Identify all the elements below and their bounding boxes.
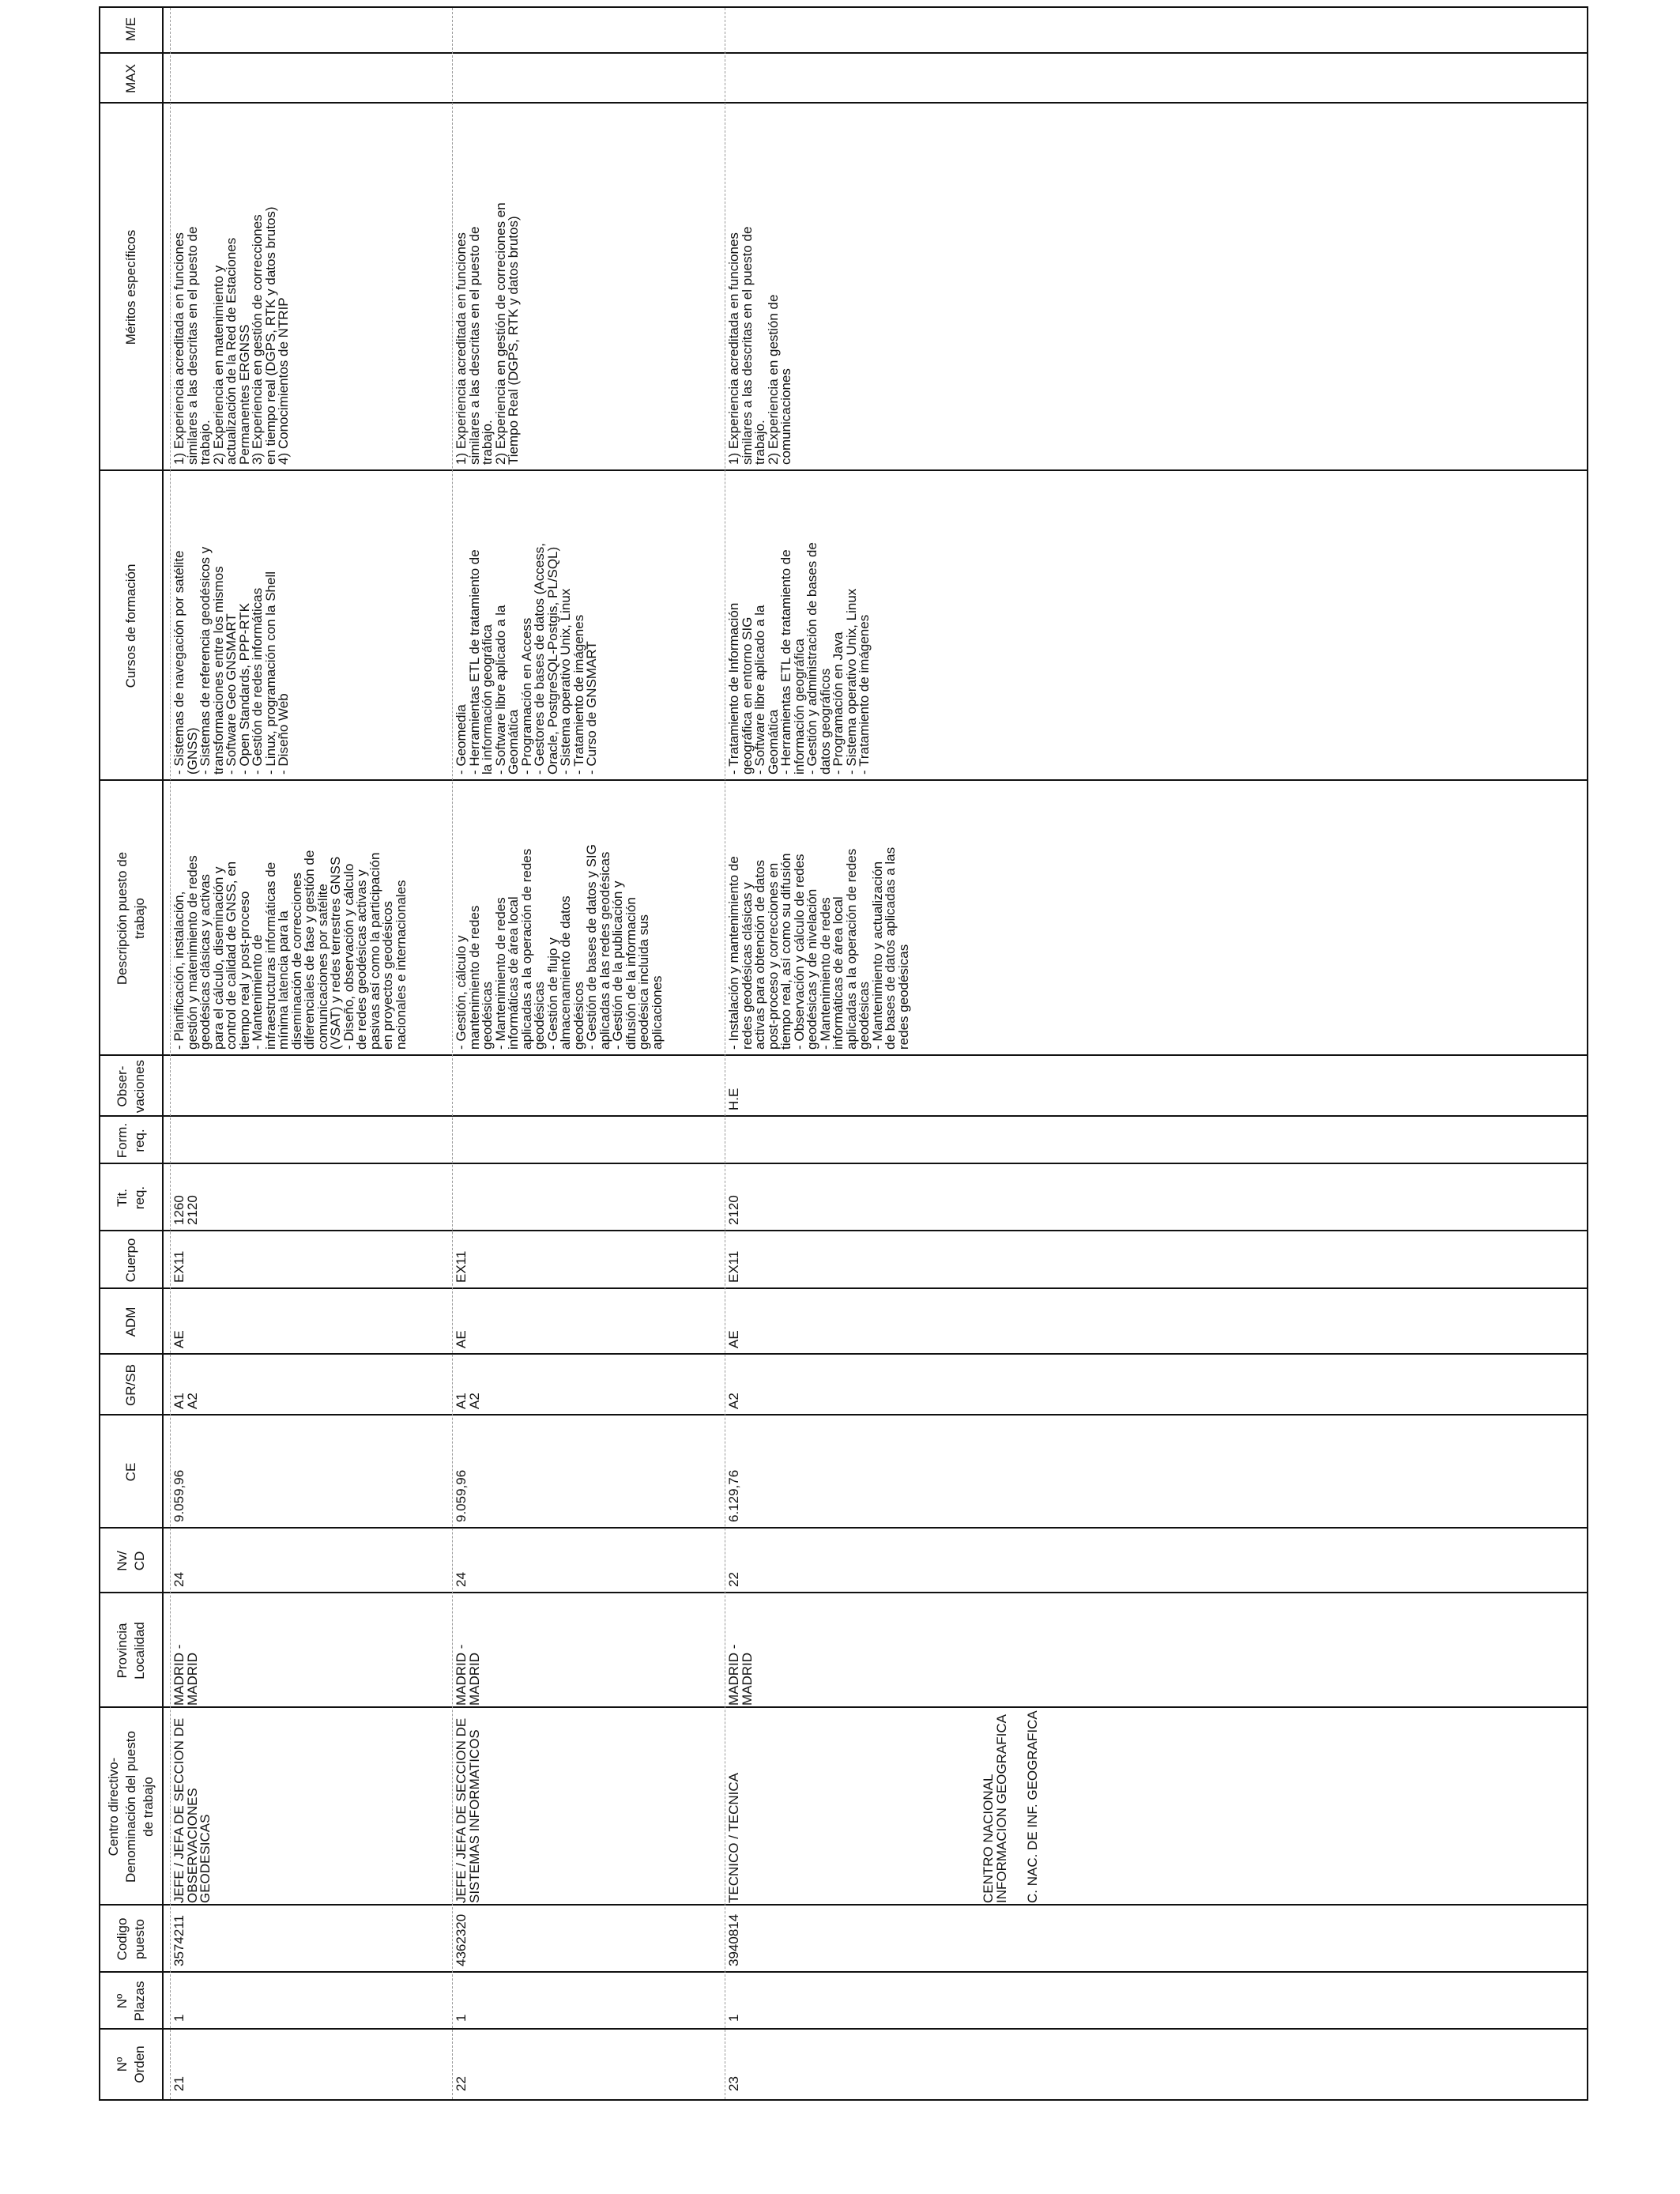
cell-descripcion: - Planificación, instalación, gestión y matenimiento de redes geodésicas clásicas y activas para el cálculo, diseminación y control de calidad de GNSS, en tiempo real y post-proceso - Mantenimiento de infraestructuras informáticas de mínima latencia para la diseminación de correcciones diferenciales de fase y gestión de comunicaciones por satélite (VSAT) y redes terrestres GNSS - Diseño, observación y cálculo de redes geodésicas activas y pasivas así como la participación en proyectos geodésicos nacionales e internacionales: [171, 850, 409, 1050]
header-cursos: Cursos de formación: [123, 564, 138, 688]
cell-adm: AE: [454, 1330, 469, 1348]
cell-me: [170, 5, 452, 54]
cell-observaciones: [170, 1056, 452, 1117]
header-titulacion: Tit. req.: [115, 1186, 147, 1210]
header-descripcion: Descripción puesto de trabajo: [115, 851, 147, 986]
cell-centro: JEFE / JEFA DE SECCION DE OBSERVACIONES GEODESICAS: [171, 1717, 213, 1903]
header-grupo: GR/SB: [123, 1364, 138, 1406]
header-centro: Centro directivo- Denominación del puesto de trabajo: [106, 1731, 156, 1883]
rotated-page: [99, 6, 1588, 2101]
cell-ce: 9.059,96: [171, 1469, 186, 1522]
cell-plazas: 1: [454, 2014, 469, 2022]
cell-provincia: MADRID - MADRID: [726, 1644, 755, 1706]
header-orden: Nº Orden: [115, 2045, 147, 2083]
cell-centro: JEFE / JEFA DE SECCION DE SISTEMAS INFORMATICOS: [454, 1717, 482, 1903]
header-codigo: Codigo puesto: [115, 1917, 147, 1961]
cell-nivel: 24: [171, 1572, 186, 1587]
cell-titulacion: 2120: [726, 1195, 741, 1225]
cell-adm: AE: [726, 1330, 741, 1348]
cell-orden: 21: [171, 2076, 186, 2091]
header-cuerpo: Cuerpo: [123, 1238, 138, 1283]
cell-titulacion: [452, 1164, 725, 1231]
cell-descripcion: - Instalación y mantenimiento de redes geodésicas clásicas y activas para obtención de datos post-proceso y correcciones en tiempo real, así como su difusión - Observación y cálculo de redes geodésicas y de nivelación - Mantenimiento de redes informáticas de área local aplicadas a la operación de redes geodésicas - Mantenimiento y actualización de bases de datos aplicadas a las redes geodésicas: [726, 846, 911, 1050]
cell-codigo: 4362320: [454, 1913, 469, 1966]
cell-cursos: - Tratamiento de Información geográfica en entorno SIG - Software libre aplicado a la Geomática - Herramientas ETL de tratamiento de información geográfica - Gestión y administración de bases de datos geográficos - Programación en Java - Sistema operativo Unix, Linux - Tratamiento de imágenes: [726, 542, 872, 775]
cell-formacion: [452, 1117, 725, 1164]
cell-orden: 22: [454, 2076, 469, 2091]
cell-grupo: A1 A2: [454, 1393, 482, 1409]
cell-nivel: 24: [454, 1572, 469, 1587]
cell-meritos: 1) Experiencia acreditada en funciones similares a las descritas en el puesto de trabajo. 2) Experiencia en gestión de correciones en Tiempo Real (DGPS, RTK y datos brutos): [454, 202, 521, 465]
cell-grupo: A1 A2: [171, 1393, 200, 1409]
cell-cursos: - Geomedia - Herramientas ETL de tratamiento de la información geográfica - Software libre aplicado a la Geomática - Programación en Access - Gestores de bases de datos (Access, Oracle, PostgreSQL-Postgis, PL/SQL) - Sistema operativo Unix, Linux - Tratamiento de imágenes - Curso de GNSMART: [454, 543, 599, 775]
cell-max: [452, 54, 725, 104]
section-centro-label: CENTRO NACIONAL INFORMACION GEOGRAFICA: [981, 1714, 1009, 1903]
header-ce: CE: [123, 1462, 138, 1482]
cell-grupo: A2: [726, 1393, 741, 1409]
header-plazas: Nº Plazas: [115, 1981, 147, 2022]
cell-formacion: [170, 1117, 452, 1164]
cell-orden: 23: [726, 2076, 741, 2091]
cell-provincia: MADRID - MADRID: [454, 1644, 482, 1706]
section-unidad-label: C. NAC. DE INF. GEOGRAFICA: [1025, 1710, 1040, 1903]
cell-nivel: 22: [726, 1572, 741, 1587]
cell-me: [452, 5, 725, 54]
job-positions-table: [99, 6, 1588, 2101]
cell-codigo: 3940814: [726, 1913, 741, 1966]
header-nivel: Nv/ CD: [115, 1551, 147, 1571]
cell-codigo: 3574211: [171, 1915, 186, 1966]
header-meritos: Méritos específicos: [123, 229, 138, 345]
header-observaciones: Obser- vaciones: [115, 1059, 147, 1114]
cell-max: [170, 54, 452, 104]
cell-observaciones: [452, 1056, 725, 1117]
cell-ce: 9.059,96: [454, 1469, 469, 1522]
cell-plazas: 1: [726, 2014, 741, 2022]
cell-ce: 6.129,76: [726, 1469, 741, 1522]
cell-cuerpo: EX11: [454, 1250, 469, 1283]
cell-observaciones: H.E: [726, 1088, 741, 1110]
header-formacion: Form. req.: [115, 1122, 147, 1159]
cell-centro: TECNICO / TECNICA: [726, 1773, 741, 1903]
cell-cuerpo: EX11: [171, 1250, 186, 1283]
header-divider: [162, 8, 164, 2099]
header-provincia: Provincia Localidad: [115, 1622, 147, 1679]
cell-formacion: [725, 1117, 977, 1164]
cell-titulacion: 1260 2120: [171, 1195, 200, 1225]
cell-plazas: 1: [171, 2014, 186, 2022]
cell-me: [725, 5, 977, 54]
cell-max: [725, 54, 977, 104]
cell-cursos: - Sistemas de navegación por satélite (GNSS) - Sistemas de referencia geodésicos y transformaciones entre los mismos - Software Geo GNSMART - Open Standards, PPP-RTK - Gestión de redes informáticas - Linux, programación con la Shell - Diseño Web: [171, 546, 291, 775]
header-me: M/E: [123, 17, 138, 42]
cell-adm: AE: [171, 1330, 186, 1348]
cell-provincia: MADRID - MADRID: [171, 1644, 200, 1706]
cell-meritos: 1) Experiencia acreditada en funciones similares a las descritas en el puesto de trabajo. 2) Experiencia en matenimiento y actualización de la Red de Estaciones Permanentes ERGNSS 3) Experiencia en gestión de correcciones en tiempo real (DGPS, RTK y datos brutos) 4) Conocimientos de NTRIP: [171, 206, 291, 465]
cell-cuerpo: EX11: [726, 1250, 741, 1283]
header-adm: ADM: [123, 1306, 138, 1337]
cell-descripcion: - Gestión, cálculo y mantenimiento de redes geodésicas - Mantenimiento de redes informáticas de área local aplicadas a la operación de redes geodésicas - Gestión de flujo y almacenamiento de datos geodésicos - Gestión de bases de datos y SIG aplicadas a las redes geodésicas - Gestión de la publicación y difusión de la información geodésica incluida sus aplicaciones: [454, 844, 665, 1050]
cell-meritos: 1) Experiencia acreditada en funciones similares a las descritas en el puesto de trabajo. 2) Experiencia en gestión de comunicaciones: [726, 226, 793, 465]
header-max: MAX: [123, 64, 138, 93]
